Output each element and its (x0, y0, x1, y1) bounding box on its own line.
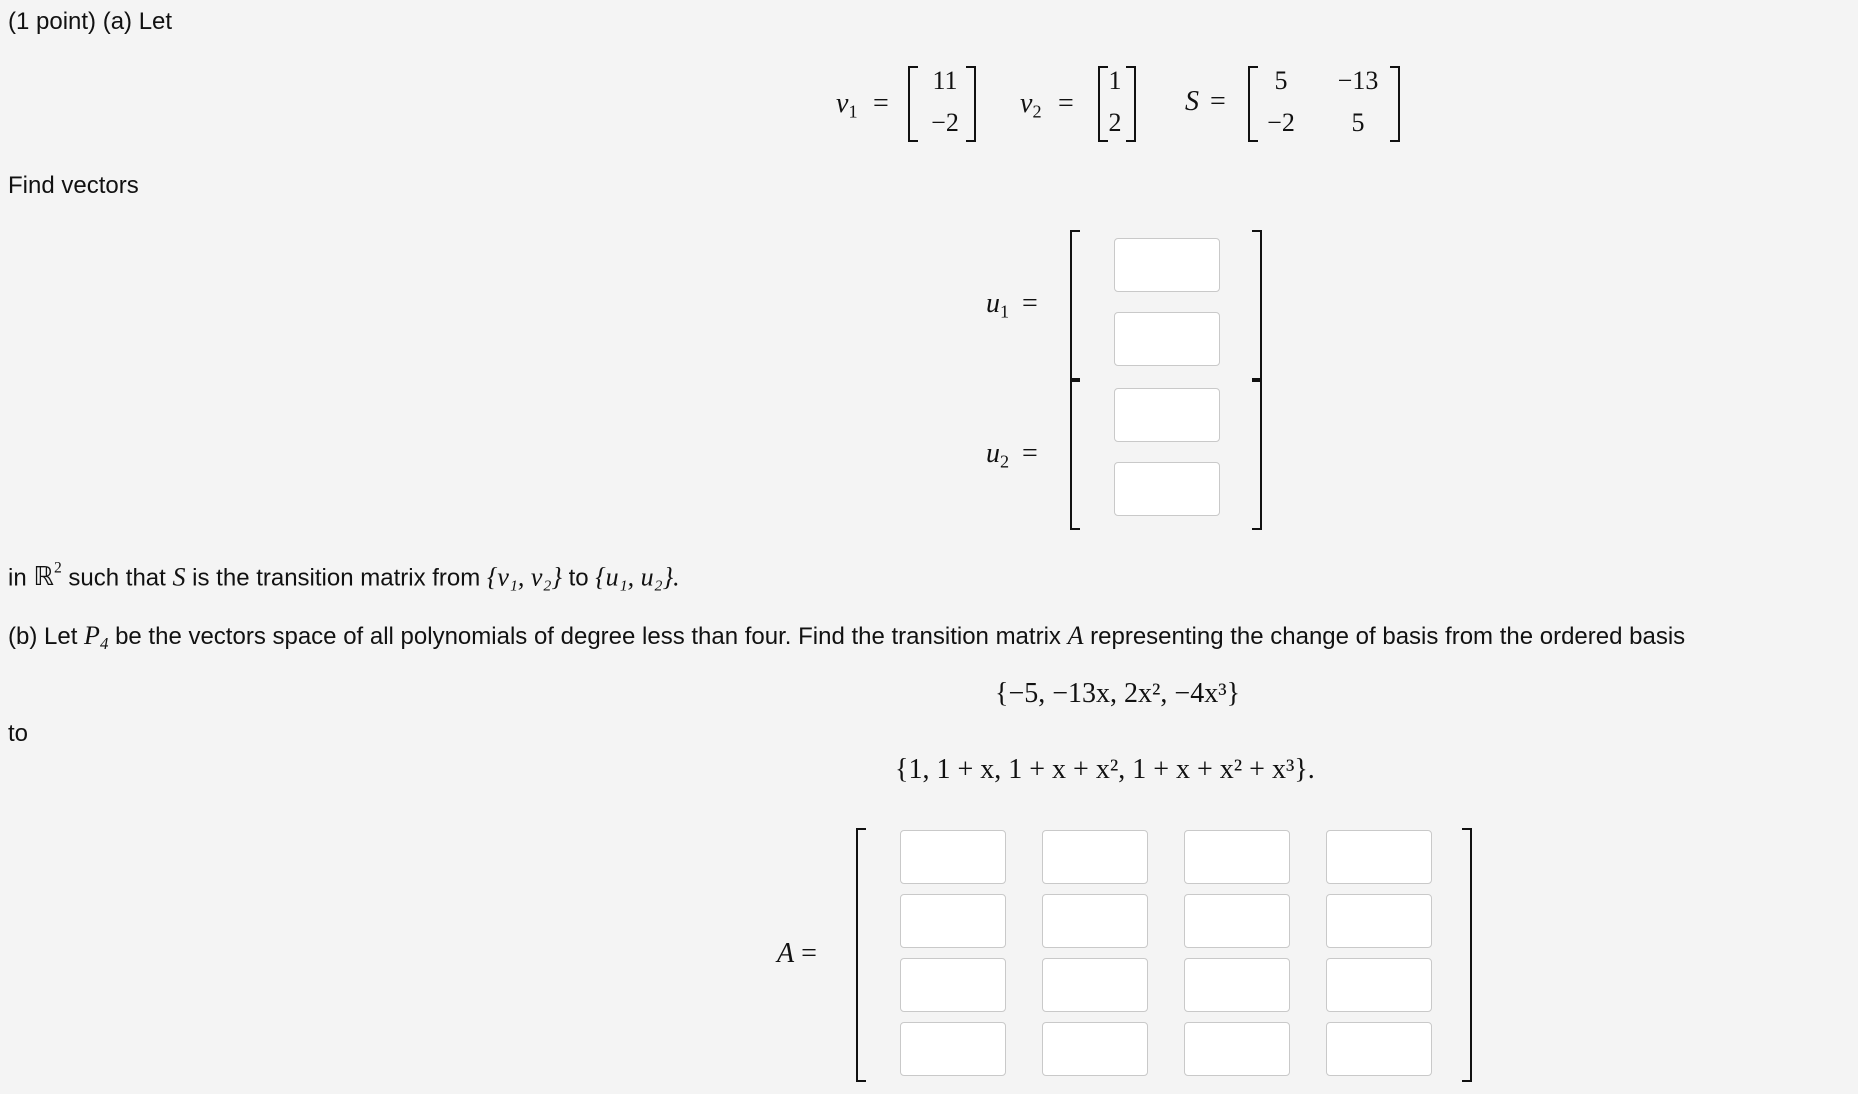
A-left-bracket (856, 828, 866, 1082)
S-left-bracket (1248, 66, 1258, 142)
A-cell-r3c1-input[interactable] (900, 958, 1006, 1012)
v2-equals: = (1058, 88, 1074, 119)
A-cell-r4c4-input[interactable] (1326, 1022, 1432, 1076)
A-cell-r4c3-input[interactable] (1184, 1022, 1290, 1076)
S-entry-22: 5 (1351, 108, 1365, 137)
A-label: A = (777, 938, 817, 969)
u1-label: $u_1$ (986, 288, 1010, 322)
v2-right-bracket (1126, 66, 1136, 142)
find-vectors-text: Find vectors (8, 172, 139, 199)
A-cell-r1c2-input[interactable] (1042, 830, 1148, 884)
part-b-intro: (b) Let $P_4$ be the vectors space of all polynomials of degree less than four. Find the transition matrix A representing the change of basis from the ordered basis (8, 621, 1686, 654)
problem-header: (1 point) (a) Let (8, 8, 173, 35)
S-equals: = (1210, 86, 1226, 117)
v1-entry-1: 11 (932, 66, 958, 95)
A-cell-r2c4-input[interactable] (1326, 894, 1432, 948)
A-cell-r1c1-input[interactable] (900, 830, 1006, 884)
A-right-bracket (1462, 828, 1472, 1082)
A-cell-r2c1-input[interactable] (900, 894, 1006, 948)
A-cell-r3c2-input[interactable] (1042, 958, 1148, 1012)
S-entry-11: 5 (1274, 66, 1288, 95)
v2-entry-2: 2 (1108, 108, 1122, 137)
u2-equals: = (1022, 438, 1038, 469)
u2-entry-1-input[interactable] (1114, 388, 1220, 442)
u1-entry-1-input[interactable] (1114, 238, 1220, 292)
part-a-conclusion: in ℝ$^2$ such that S is the transition matrix from {v₁, v₂} to {u₁, u₂}. (8, 560, 680, 592)
v1-entry-2: −2 (931, 108, 959, 137)
A-cell-r3c3-input[interactable] (1184, 958, 1290, 1012)
A-cell-r2c2-input[interactable] (1042, 894, 1148, 948)
u1-left-bracket (1070, 230, 1080, 380)
u2-entry-2-input[interactable] (1114, 462, 1220, 516)
A-cell-r1c4-input[interactable] (1326, 830, 1432, 884)
basis-from: {−5, −13x, 2x², −4x³} (995, 678, 1241, 709)
A-cell-r1c3-input[interactable] (1184, 830, 1290, 884)
u1-equals: = (1022, 288, 1038, 319)
v2-label: $v_2$ (1020, 88, 1042, 122)
v1-right-bracket (966, 66, 976, 142)
u1-entry-2-input[interactable] (1114, 312, 1220, 366)
S-entry-12: −13 (1337, 66, 1379, 95)
to-text: to (8, 720, 29, 747)
A-cell-r4c2-input[interactable] (1042, 1022, 1148, 1076)
S-right-bracket (1390, 66, 1400, 142)
v1-left-bracket (908, 66, 918, 142)
A-cell-r2c3-input[interactable] (1184, 894, 1290, 948)
A-cell-r3c4-input[interactable] (1326, 958, 1432, 1012)
u2-label: $u_2$ (986, 438, 1010, 472)
u1-right-bracket (1252, 230, 1262, 380)
S-label: S (1185, 86, 1199, 117)
v1-label: $v_1$ (836, 88, 858, 122)
v2-entry-1: 1 (1108, 66, 1122, 95)
u2-right-bracket (1252, 380, 1262, 530)
v1-equals: = (873, 88, 889, 119)
u2-left-bracket (1070, 380, 1080, 530)
basis-to: {1, 1 + x, 1 + x + x², 1 + x + x² + x³}. (895, 754, 1315, 785)
S-entry-21: −2 (1267, 108, 1295, 137)
A-cell-r4c1-input[interactable] (900, 1022, 1006, 1076)
